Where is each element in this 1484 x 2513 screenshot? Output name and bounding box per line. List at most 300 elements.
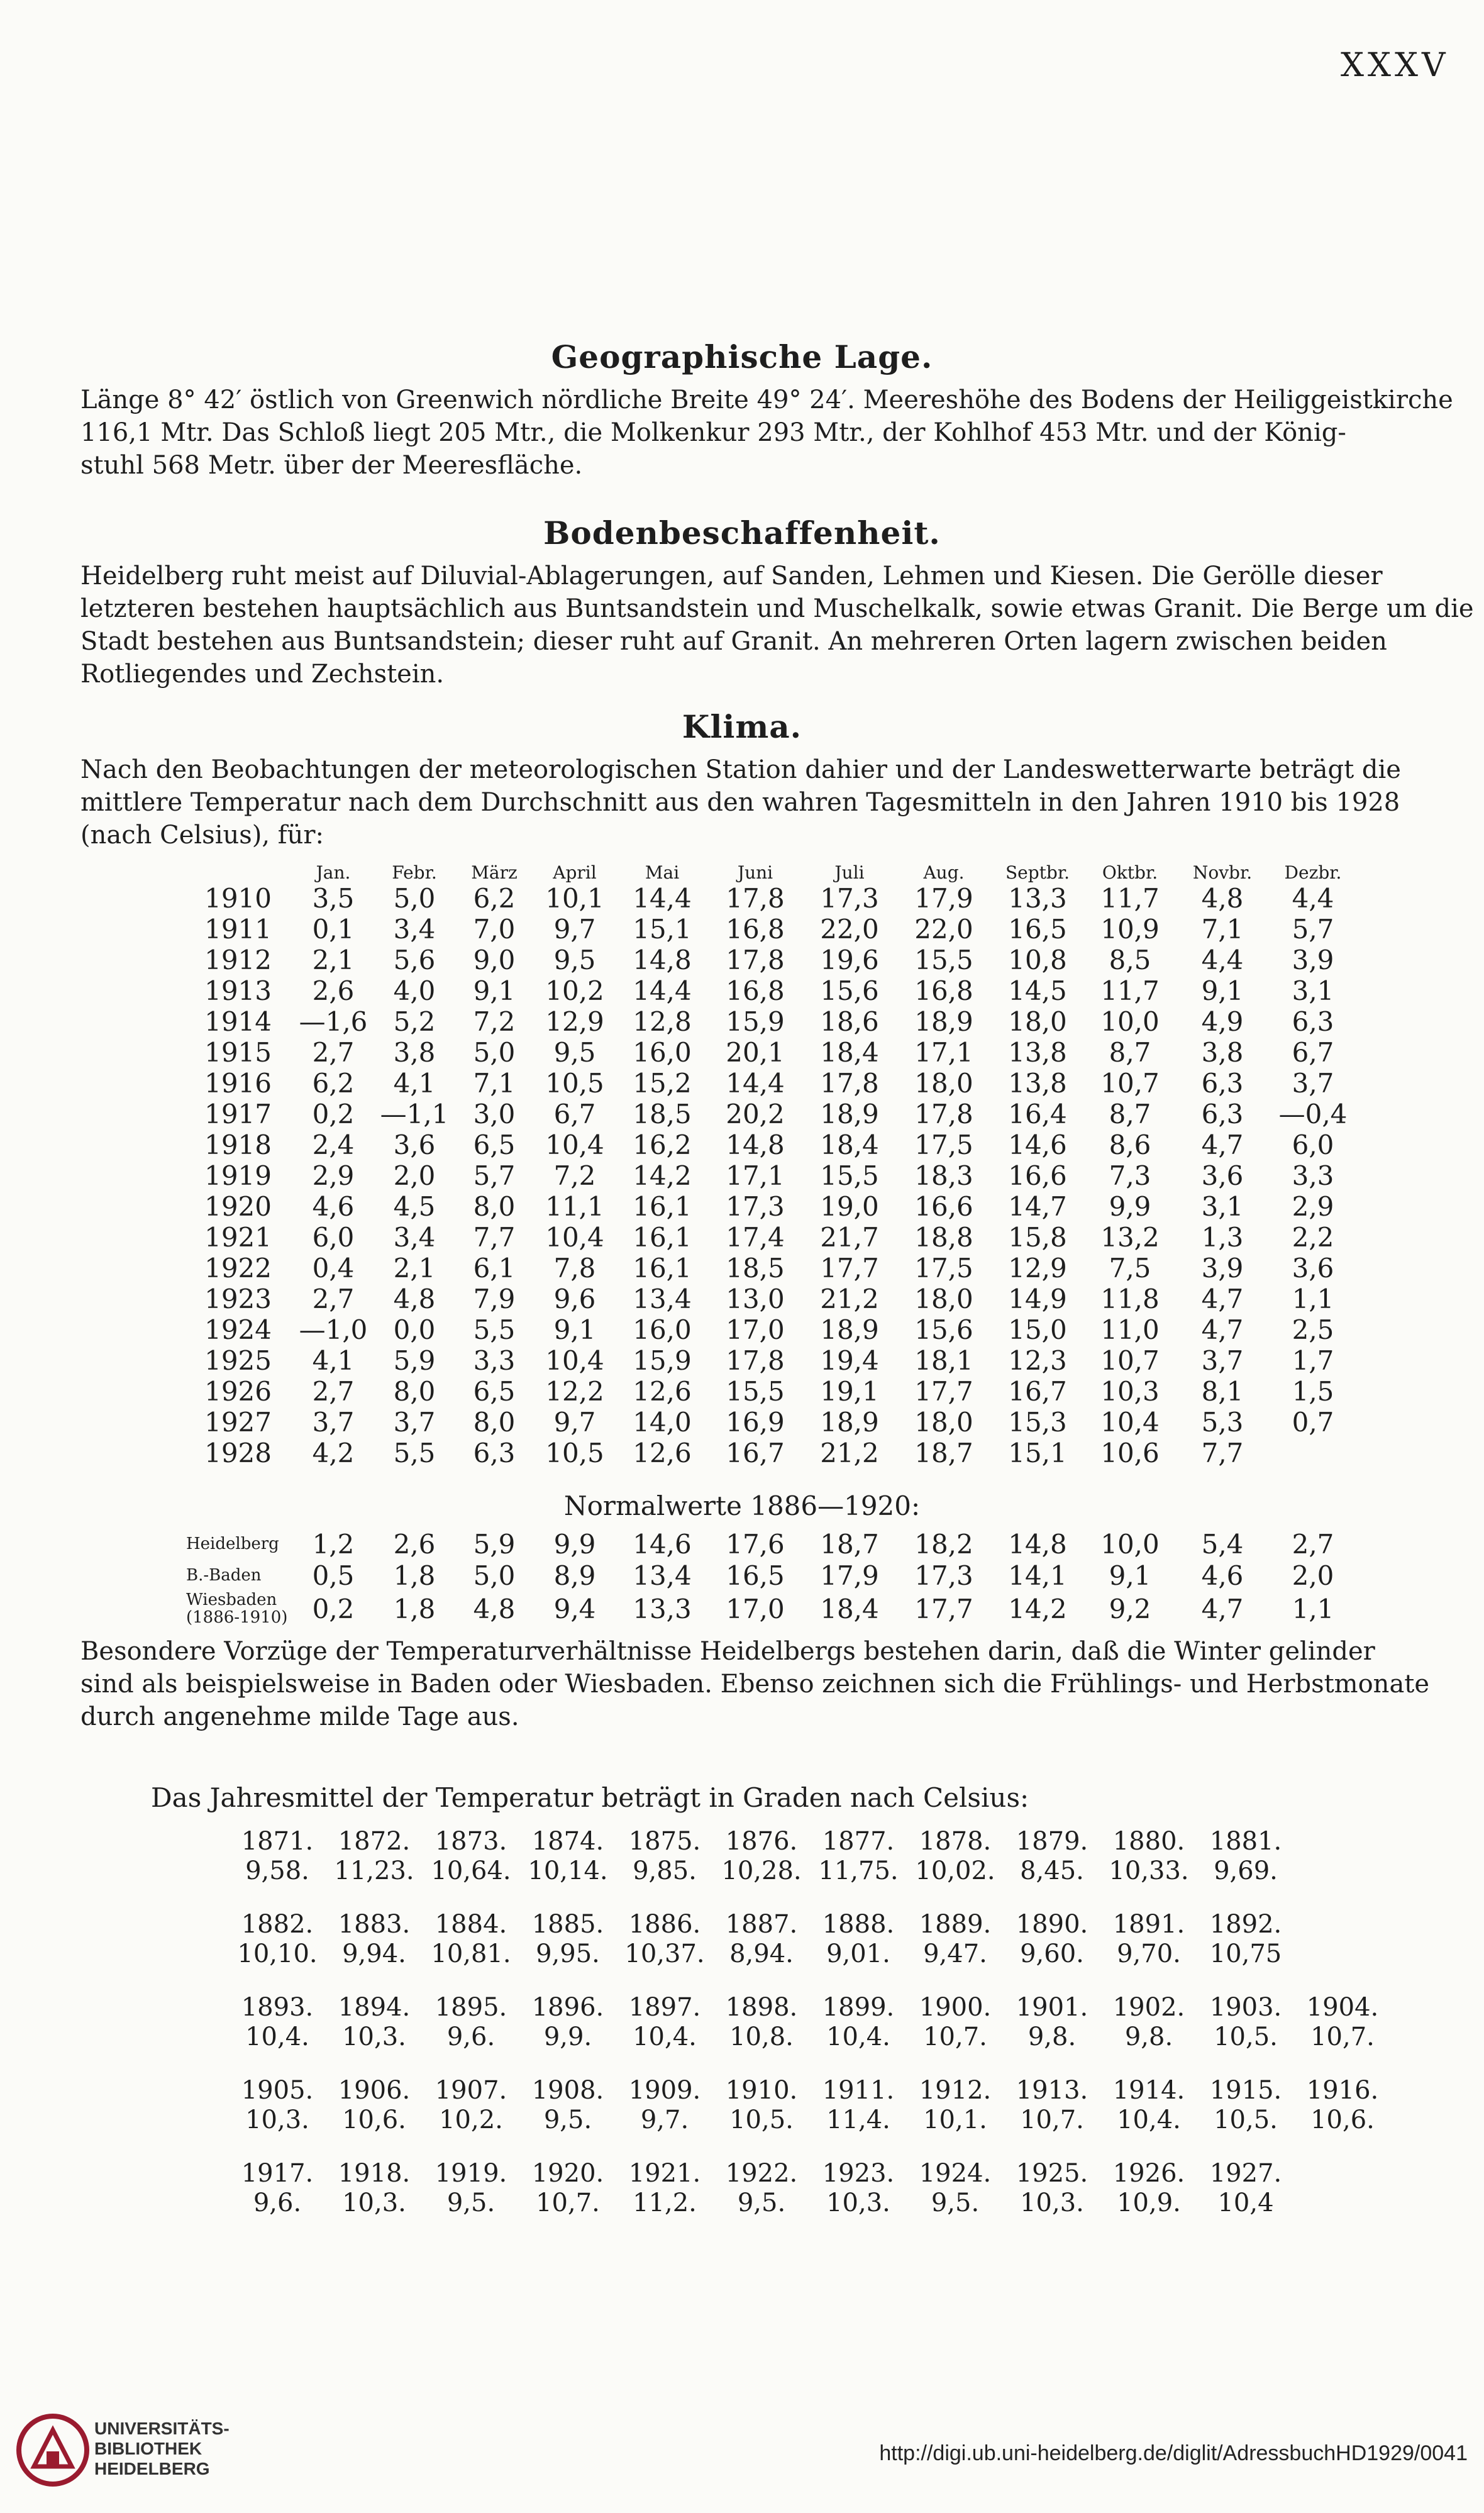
year-cell: 1897. (628, 1992, 701, 2022)
year-cell: 1892. (1209, 1909, 1282, 1939)
temperature-cell: 17,3 (820, 883, 879, 914)
table-row (201, 1068, 1357, 1099)
temperature-cell: 3,3 (473, 1345, 516, 1376)
year-cell: 1873. (435, 1826, 507, 1856)
year-cell: 1913 (204, 975, 272, 1006)
year-cell: 1894. (338, 1992, 411, 2022)
temperature-cell: 15,5 (820, 1160, 879, 1191)
temperature-cell: 2,6 (312, 975, 355, 1006)
mean-cell: 9,69. (1214, 1856, 1278, 1885)
temperature-cell: 3,5 (312, 883, 355, 914)
year-cell: 1898. (725, 1992, 798, 2022)
text-line: Nach den Beobachtungen der meteorologischen Station dahier und der Landeswetterwarte beträgt die (80, 755, 1401, 784)
mean-cell: 8,45. (1020, 1856, 1084, 1885)
temperature-cell: 14,2 (1008, 1593, 1067, 1624)
mean-cell: 10,28. (721, 1856, 802, 1885)
temperature-cell: 3,3 (1292, 1160, 1334, 1191)
temperature-cell: 16,7 (1008, 1376, 1067, 1407)
mean-cell: 9,5. (931, 2188, 980, 2217)
source-url-link[interactable]: http://digi.ub.uni-heidelberg.de/diglit/AdressbuchHD1929/0041 (879, 2441, 1468, 2465)
temperature-cell: 21,2 (820, 1284, 879, 1314)
month-header: Dezbr. (1284, 862, 1342, 883)
year-cell: 1896. (531, 1992, 604, 2022)
temperature-cell: 12,8 (633, 1006, 692, 1037)
temperature-cell: 4,8 (1201, 883, 1244, 914)
mean-cell: 10,7. (1310, 2022, 1375, 2051)
temperature-cell: 13,4 (633, 1284, 692, 1314)
temperature-cell: 21,7 (820, 1222, 879, 1253)
year-cell: 1918. (338, 2158, 411, 2188)
temperature-cell: 21,2 (820, 1438, 879, 1468)
year-cell: 1925. (1016, 2158, 1088, 2188)
mean-cell: 10,14. (528, 1856, 608, 1885)
temperature-cell: 15,5 (726, 1376, 785, 1407)
temperature-cell: 20,2 (726, 1099, 785, 1129)
temperature-cell: 8,7 (1109, 1037, 1151, 1068)
climate-paragraph (80, 753, 1409, 852)
temperature-cell: 1,8 (393, 1560, 436, 1591)
year-cell: 1874. (531, 1826, 604, 1856)
temperature-cell: 22,0 (820, 914, 879, 945)
mean-cell: 10,4. (826, 2022, 890, 2051)
temperature-cell: 9,1 (1201, 975, 1244, 1006)
library-name-line: BIBLIOTHEK (94, 2439, 202, 2458)
temperature-cell: 16,1 (633, 1191, 692, 1222)
temperature-cell: 7,3 (1109, 1160, 1151, 1191)
temperature-cell: 1,7 (1292, 1345, 1334, 1376)
temperature-cell: 16,8 (726, 975, 785, 1006)
temperature-cell: 6,5 (473, 1129, 516, 1160)
year-cell: 1891. (1112, 1909, 1185, 1939)
temperature-cell: 3,1 (1201, 1191, 1244, 1222)
temperature-cell: 14,6 (633, 1528, 692, 1560)
temperature-cell: 14,8 (726, 1129, 785, 1160)
mean-cell: 9,01. (826, 1939, 890, 1968)
month-header: Novbr. (1192, 862, 1253, 883)
table-row (201, 1037, 1357, 1068)
year-cell: 1919. (435, 2158, 507, 2188)
temperature-cell: 15,1 (633, 914, 692, 945)
temperature-cell: 14,2 (633, 1160, 692, 1191)
monthly-temperature-table (201, 850, 1357, 1468)
temperature-cell: 15,2 (633, 1068, 692, 1099)
yearly-mean-title: Das Jahresmittel der Temperatur beträgt in Graden nach Celsius: (151, 1782, 1029, 1813)
mean-row (229, 2022, 1391, 2051)
year-cell: 1879. (1016, 1826, 1088, 1856)
temperature-cell: 5,9 (393, 1345, 436, 1376)
temperature-cell: 9,9 (1109, 1191, 1151, 1222)
temperature-cell: 3,9 (1201, 1253, 1244, 1284)
temperature-cell: 1,1 (1292, 1593, 1334, 1624)
text-line: Rotliegendes und Zechstein. (80, 660, 445, 689)
temperature-cell: 10,2 (545, 975, 604, 1006)
temperature-cell: 2,7 (312, 1376, 355, 1407)
temperature-cell: 11,1 (545, 1191, 604, 1222)
temperature-cell: 5,4 (1201, 1528, 1244, 1560)
temperature-cell: 9,5 (553, 1037, 596, 1068)
mean-cell: 10,81. (431, 1939, 511, 1968)
temperature-cell: 3,4 (393, 1222, 436, 1253)
mean-cell: 10,8. (729, 2022, 794, 2051)
temperature-cell: 14,8 (633, 945, 692, 975)
geography-heading: Geographische Lage. (551, 338, 933, 375)
temperature-cell: 4,4 (1292, 883, 1334, 914)
temperature-cell: 17,8 (726, 945, 785, 975)
temperature-cell: 9,1 (473, 975, 516, 1006)
table-row (201, 1222, 1357, 1253)
mean-cell: 9,5. (543, 2105, 592, 2134)
temperature-cell: 17,5 (914, 1253, 973, 1284)
temperature-cell: 18,9 (820, 1407, 879, 1438)
year-row (229, 1909, 1391, 1939)
temperature-cell: 8,1 (1201, 1376, 1244, 1407)
temperature-cell: 2,0 (1292, 1560, 1334, 1591)
temperature-cell: 16,1 (633, 1222, 692, 1253)
mean-cell: 10,9. (1117, 2188, 1181, 2217)
table-row (201, 1284, 1357, 1314)
temperature-cell: 6,0 (312, 1222, 355, 1253)
temperature-cell: 17,0 (726, 1314, 785, 1345)
temperature-cell: 12,9 (1008, 1253, 1067, 1284)
temperature-cell: 2,1 (312, 945, 355, 975)
year-cell: 1911. (822, 2075, 895, 2105)
temperature-cell: 1,8 (393, 1593, 436, 1624)
temperature-cell: 14,1 (1008, 1560, 1067, 1591)
year-cell: 1901. (1016, 1992, 1088, 2022)
mean-cell: 10,4. (633, 2022, 697, 2051)
temperature-cell: 4,5 (393, 1191, 436, 1222)
temperature-cell: 14,5 (1008, 975, 1067, 1006)
month-header: Febr. (392, 862, 437, 883)
temperature-cell: 5,9 (473, 1528, 516, 1560)
mean-cell: 10,02. (915, 1856, 995, 1885)
text-line: Heidelberg ruht meist auf Diluvial-Ablagerungen, auf Sanden, Lehmen und Kiesen. Die Gerölle dieser (80, 562, 1383, 591)
temperature-cell: 18,4 (820, 1037, 879, 1068)
year-row (229, 2158, 1391, 2188)
temperature-cell: 17,9 (914, 883, 973, 914)
place-cell (186, 1528, 293, 1560)
temperature-cell: 17,5 (914, 1129, 973, 1160)
temperature-cell: 5,3 (1201, 1407, 1244, 1438)
temperature-cell: 1,1 (1292, 1284, 1334, 1314)
temperature-cell: 16,4 (1008, 1099, 1067, 1129)
mean-cell: 10,7. (536, 2188, 600, 2217)
temperature-cell: 16,8 (726, 914, 785, 945)
text-line: Länge 8° 42′ östlich von Greenwich nördliche Breite 49° 24′. Meereshöhe des Bodens der Heiliggeistkirche (80, 386, 1453, 414)
year-cell: 1912 (204, 945, 272, 975)
mean-cell: 9,5. (446, 2188, 496, 2217)
yearly-mean-table (229, 1826, 1391, 2217)
table-row (201, 883, 1357, 914)
mean-cell: 9,8. (1124, 2022, 1173, 2051)
table-row (201, 975, 1357, 1006)
temperature-cell: 8,0 (473, 1407, 516, 1438)
temperature-cell: 6,7 (1292, 1037, 1334, 1068)
temperature-cell: 5,7 (473, 1160, 516, 1191)
table-row (201, 1376, 1357, 1407)
advantages-paragraph (80, 1635, 1430, 1733)
temperature-cell: 7,2 (553, 1160, 596, 1191)
mean-cell: 10,64. (431, 1856, 511, 1885)
year-cell: 1913. (1016, 2075, 1088, 2105)
mean-cell: 10,5. (1214, 2105, 1278, 2134)
text-line: Stadt bestehen aus Buntsandstein; dieser ruht auf Granit. An mehreren Orten lagern zwischen beiden (80, 627, 1387, 656)
temperature-cell: 0,4 (312, 1253, 355, 1284)
temperature-cell: 9,0 (473, 945, 516, 975)
year-cell: 1880. (1112, 1826, 1185, 1856)
page-number: XXXV (1341, 47, 1449, 84)
mean-cell: 10,10. (237, 1939, 318, 1968)
text-line: Besondere Vorzüge der Temperaturverhältnisse Heidelbergs bestehen darin, daß die Winter gelinder (80, 1637, 1375, 1666)
temperature-cell: 17,1 (914, 1037, 973, 1068)
year-cell: 1911 (204, 914, 272, 945)
mean-cell: 10,6. (1310, 2105, 1375, 2134)
temperature-cell: 18,8 (914, 1222, 973, 1253)
normals-title: Normalwerte 1886—1920: (563, 1490, 921, 1521)
temperature-cell: 3,6 (393, 1129, 436, 1160)
temperature-cell: 10,5 (545, 1068, 604, 1099)
temperature-cell: 2,4 (312, 1129, 355, 1160)
mean-cell: 10,33. (1109, 1856, 1189, 1885)
temperature-cell: 8,9 (553, 1560, 596, 1591)
spacer-row (229, 2134, 1391, 2158)
temperature-cell: 9,4 (553, 1593, 596, 1624)
temperature-cell: 11,8 (1100, 1284, 1160, 1314)
temperature-cell: 14,9 (1008, 1284, 1067, 1314)
temperature-cell: 4,7 (1201, 1593, 1244, 1624)
place-name: Heidelberg (186, 1534, 279, 1553)
month-header-row (201, 850, 1357, 883)
temperature-cell: 17,0 (726, 1593, 785, 1624)
temperature-cell: 15,1 (1008, 1438, 1067, 1468)
temperature-cell: 0,2 (312, 1593, 355, 1624)
temperature-cell: 14,7 (1008, 1191, 1067, 1222)
mean-cell: 9,60. (1020, 1939, 1084, 1968)
temperature-cell: 18,9 (820, 1099, 879, 1129)
temperature-cell: 17,8 (726, 1345, 785, 1376)
temperature-cell: 16,8 (914, 975, 973, 1006)
temperature-cell: —0,4 (1278, 1099, 1348, 1129)
temperature-cell: 17,4 (726, 1222, 785, 1253)
library-name (94, 2419, 230, 2479)
year-cell: 1900. (919, 1992, 992, 2022)
temperature-cell: 0,5 (312, 1560, 355, 1591)
temperature-cell: 6,2 (312, 1068, 355, 1099)
table-row (186, 1528, 1357, 1560)
temperature-cell: 19,4 (820, 1345, 879, 1376)
temperature-cell: 6,3 (1292, 1006, 1334, 1037)
temperature-cell: 10,4 (545, 1222, 604, 1253)
spacer-row (229, 1968, 1391, 1992)
mean-cell: 10,4. (1117, 2105, 1181, 2134)
temperature-cell: 9,2 (1109, 1593, 1151, 1624)
temperature-cell: 4,7 (1201, 1284, 1244, 1314)
temperature-cell: 9,1 (1109, 1560, 1151, 1591)
mean-cell: 10,7. (1020, 2105, 1084, 2134)
temperature-cell: 10,1 (545, 883, 604, 914)
temperature-cell: 6,7 (553, 1099, 596, 1129)
year-cell: 1915 (204, 1037, 272, 1068)
temperature-cell: 15,5 (914, 945, 973, 975)
temperature-cell: 7,8 (553, 1253, 596, 1284)
temperature-cell: 17,8 (914, 1099, 973, 1129)
temperature-cell: 4,7 (1201, 1314, 1244, 1345)
text-line: (nach Celsius), für: (80, 821, 324, 850)
temperature-cell: 12,6 (633, 1376, 692, 1407)
temperature-cell: 5,5 (393, 1438, 436, 1468)
mean-row (229, 2188, 1391, 2217)
temperature-cell: 2,2 (1292, 1222, 1334, 1253)
temperature-cell: 10,9 (1100, 914, 1160, 945)
mean-cell: 10,3. (342, 2188, 406, 2217)
year-cell: 1895. (435, 1992, 507, 2022)
year-cell: 1904. (1306, 1992, 1379, 2022)
mean-cell: 9,94. (342, 1939, 406, 1968)
temperature-cell: 8,6 (1109, 1129, 1151, 1160)
temperature-cell: 6,5 (473, 1376, 516, 1407)
mean-cell: 8,94. (729, 1939, 794, 1968)
table-row (201, 914, 1357, 945)
temperature-cell: 15,9 (633, 1345, 692, 1376)
mean-cell: 10,3. (245, 2105, 309, 2134)
temperature-cell: 10,3 (1100, 1376, 1160, 1407)
year-cell: 1910 (204, 883, 272, 914)
temperature-cell: 5,0 (393, 883, 436, 914)
year-cell: 1915. (1209, 2075, 1282, 2105)
month-header: März (471, 862, 518, 883)
temperature-cell: 5,6 (393, 945, 436, 975)
mean-cell: 10,2. (439, 2105, 503, 2134)
place-name: B.-Baden (186, 1566, 262, 1585)
temperature-cell: 16,0 (633, 1037, 692, 1068)
year-cell: 1908. (531, 2075, 604, 2105)
year-cell: 1888. (822, 1909, 895, 1939)
temperature-cell: 14,4 (726, 1068, 785, 1099)
temperature-cell: 15,0 (1008, 1314, 1067, 1345)
place-name: Wiesbaden (186, 1590, 277, 1609)
spacer-row (229, 2051, 1391, 2075)
temperature-cell: 12,6 (633, 1438, 692, 1468)
temperature-cell: 9,1 (553, 1314, 596, 1345)
year-cell: 1872. (338, 1826, 411, 1856)
temperature-cell: 4,2 (312, 1438, 355, 1468)
temperature-cell: 4,4 (1201, 945, 1244, 975)
temperature-cell: 10,4 (545, 1129, 604, 1160)
temperature-cell: 18,1 (914, 1345, 973, 1376)
year-cell: 1917 (204, 1099, 272, 1129)
year-cell: 1890. (1016, 1909, 1088, 1939)
temperature-cell: 7,0 (473, 914, 516, 945)
temperature-cell: 12,3 (1008, 1345, 1067, 1376)
table-row (201, 1129, 1357, 1160)
year-cell: 1893. (241, 1992, 314, 2022)
mean-cell: 9,6. (253, 2188, 302, 2217)
temperature-cell: 13,3 (633, 1593, 692, 1624)
year-cell: 1903. (1209, 1992, 1282, 2022)
temperature-cell: 15,8 (1008, 1222, 1067, 1253)
temperature-cell: 14,4 (633, 883, 692, 914)
mean-cell: 10,3. (826, 2188, 890, 2217)
table-row (186, 1560, 1357, 1591)
year-cell: 1877. (822, 1826, 895, 1856)
table-row (201, 1006, 1357, 1037)
temperature-cell: 8,7 (1109, 1099, 1151, 1129)
temperature-cell: 10,8 (1008, 945, 1067, 975)
mean-cell: 9,70. (1117, 1939, 1181, 1968)
temperature-cell: 12,9 (545, 1006, 604, 1037)
temperature-cell: 10,7 (1100, 1068, 1160, 1099)
temperature-cell: 8,5 (1109, 945, 1151, 975)
year-cell: 1924 (204, 1314, 272, 1345)
temperature-cell: 10,0 (1100, 1006, 1160, 1037)
temperature-cell: 18,9 (914, 1006, 973, 1037)
temperature-cell: 2,9 (1292, 1191, 1334, 1222)
month-header: Juli (834, 862, 865, 883)
temperature-cell: —1,1 (380, 1099, 449, 1129)
mean-cell: 10,4. (245, 2022, 309, 2051)
temperature-cell: 7,9 (473, 1284, 516, 1314)
year-cell: 1875. (628, 1826, 701, 1856)
temperature-cell: 0,0 (393, 1314, 436, 1345)
year-cell: 1907. (435, 2075, 507, 2105)
table-row (201, 1253, 1357, 1284)
year-cell: 1921 (204, 1222, 272, 1253)
temperature-cell: 3,9 (1292, 945, 1334, 975)
temperature-cell: 20,1 (726, 1037, 785, 1068)
temperature-cell: 18,0 (914, 1284, 973, 1314)
temperature-cell: 18,0 (914, 1407, 973, 1438)
temperature-cell: 3,0 (473, 1099, 516, 1129)
temperature-cell: 18,0 (914, 1068, 973, 1099)
temperature-cell: 18,2 (914, 1528, 973, 1560)
temperature-cell: 11,7 (1100, 883, 1160, 914)
temperature-cell: 5,2 (393, 1006, 436, 1037)
temperature-cell: 5,0 (473, 1037, 516, 1068)
temperature-cell: 17,1 (726, 1160, 785, 1191)
mean-cell: 11,4. (826, 2105, 890, 2134)
temperature-cell: 16,1 (633, 1253, 692, 1284)
mean-cell: 10,6. (342, 2105, 406, 2134)
temperature-cell: 18,5 (726, 1253, 785, 1284)
temperature-cell: 17,7 (914, 1376, 973, 1407)
temperature-cell: 18,7 (820, 1528, 879, 1560)
temperature-cell: 13,2 (1100, 1222, 1160, 1253)
temperature-cell: 13,8 (1008, 1068, 1067, 1099)
temperature-cell: 14,0 (633, 1407, 692, 1438)
library-name-line: HEIDELBERG (94, 2459, 210, 2478)
temperature-cell: 3,7 (1201, 1345, 1244, 1376)
temperature-cell: 7,7 (473, 1222, 516, 1253)
mean-cell: 11,75. (818, 1856, 899, 1885)
year-cell: 1927 (204, 1407, 272, 1438)
year-cell: 1920 (204, 1191, 272, 1222)
mean-cell: 10,3. (342, 2022, 406, 2051)
year-cell: 1909. (628, 2075, 701, 2105)
temperature-cell: 16,7 (726, 1438, 785, 1468)
temperature-cell: 0,7 (1292, 1407, 1334, 1438)
mean-cell: 9,58. (245, 1856, 309, 1885)
year-cell: 1871. (241, 1826, 314, 1856)
year-row (229, 1992, 1391, 2022)
temperature-cell: 0,1 (312, 914, 355, 945)
month-header: Septbr. (1005, 862, 1070, 883)
temperature-cell: 13,3 (1008, 883, 1067, 914)
table-row (186, 1591, 1357, 1626)
temperature-cell: 4,9 (1201, 1006, 1244, 1037)
mean-cell: 10,75 (1209, 1939, 1282, 1968)
temperature-cell: 10,7 (1100, 1345, 1160, 1376)
temperature-cell: 7,1 (1201, 914, 1244, 945)
